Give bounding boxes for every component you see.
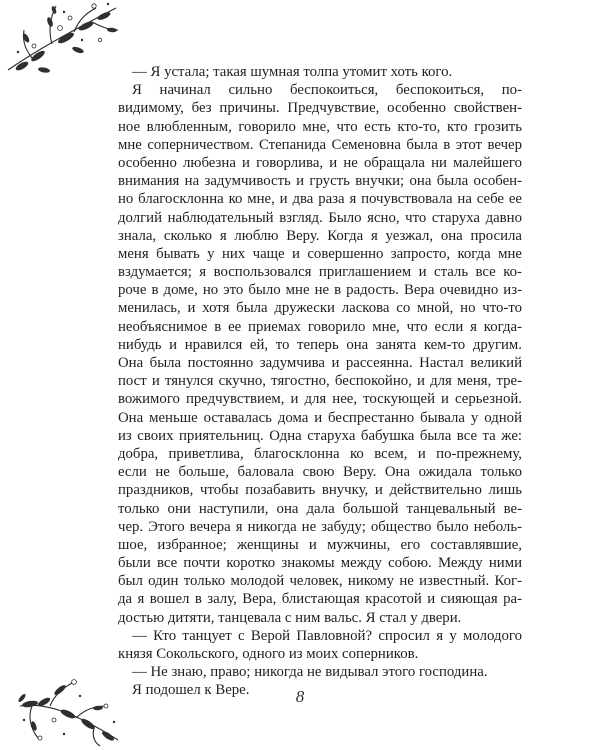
text-line: мне соперничеством. Степанида Семеновна была в этот вечер xyxy=(118,136,522,153)
text-line: были все почти коротко знакомы между собою. Между ними xyxy=(118,555,522,572)
text-line: особенно любезна и говорлива, и не обращала ни малейшего xyxy=(118,154,522,171)
text-line: знала, сколько я люблю Веру. Когда я уезжал, она просила xyxy=(118,227,522,244)
text-line: вожимого предчувствием, и для нее, тоскующей и серьезной. xyxy=(118,391,522,408)
text-line: — Я устала; такая шумная толпа утомит хоть кого. xyxy=(132,64,453,80)
text-line: чер. Этого вечера я никогда не забуду; общество было неболь- xyxy=(118,518,522,535)
text-line: достью дитяти, танцевала с ним вальс. Я стал у двери. xyxy=(118,609,462,626)
text-line: долгий наблюдательный взгляд. Было ясно, что старуха давно xyxy=(118,209,522,226)
text-line: если не больше, баловала свою Веру. Она ожидала только xyxy=(118,464,522,481)
text-line: роче в доме, но это было мне не в радость. Вера очевидно из- xyxy=(118,282,522,299)
text-line: меня бывать у них чаще и совершенно запросто, когда мне xyxy=(118,245,522,262)
page-number: 8 xyxy=(295,687,305,706)
text-line: необъяснимое в ее приемах говорило мне, что если я когда- xyxy=(118,318,522,335)
text-line: — Не знаю, право; никогда не видывал этого господина. xyxy=(132,664,488,681)
text-line: но благосклонна ко мне, и два раза я почувствовала на себе ее xyxy=(118,191,522,208)
text-line: праздников, чтобы позабавить внучку, и действительно лишь xyxy=(118,482,522,499)
text-line: да я вошел в залу, Вера, блистающая красотой и сияющая ра- xyxy=(118,591,522,608)
text-line: только они наступили, она дала большой танцевальный ве- xyxy=(118,500,522,517)
text-line: менилась, и хотя была дружески ласкова со мной, но что-то xyxy=(118,300,522,317)
text-line: нибудь и нравился ей, то теперь она занята кем-то другим. xyxy=(118,336,522,353)
text-line: был один только молодой человек, никому не известный. Ког- xyxy=(118,573,522,590)
text-line: добра, приветлива, благосклонна ко всем, и по-прежнему, xyxy=(118,445,522,462)
text-line: шое, избранное; женщины и мужчины, его составлявшие, xyxy=(118,536,522,553)
text-column xyxy=(118,63,522,700)
text-line: Она была постоянно задумчива и рассеянна. Настал великий xyxy=(118,355,522,371)
floral-ornament-top-icon xyxy=(4,0,122,78)
text-line: ное влюбленным, говорило мне, что есть кто-то, кто грозить xyxy=(118,118,522,135)
text-line: из своих приятельниц. Одна старуха бабушка была все та же: xyxy=(118,427,522,444)
text-line: — Кто танцует с Верой Павловной? спросил я у молодого xyxy=(132,627,522,644)
text-line: князя Сокольского, одного из моих соперников. xyxy=(118,646,419,662)
text-line: Я начинал сильно беспокоиться, беспокоиться, по- xyxy=(132,82,522,99)
text-line: Она меньше оставалась дома и беспрестанно бывала у одной xyxy=(118,409,522,426)
text-line: пост и тянулся скучно, тягостно, беспокойно, и для меня, тре- xyxy=(118,373,522,390)
text-line: внимания на задумчивость и грусть внучки; она была особен- xyxy=(118,173,522,190)
text-line: Я подошел к Вере. xyxy=(132,682,250,699)
text-line: вздумается; я воспользовался приглашением и сталь все ко- xyxy=(118,264,522,281)
text-line: видимому, без причины. Предчувствие, особенно свойствен- xyxy=(118,100,522,117)
